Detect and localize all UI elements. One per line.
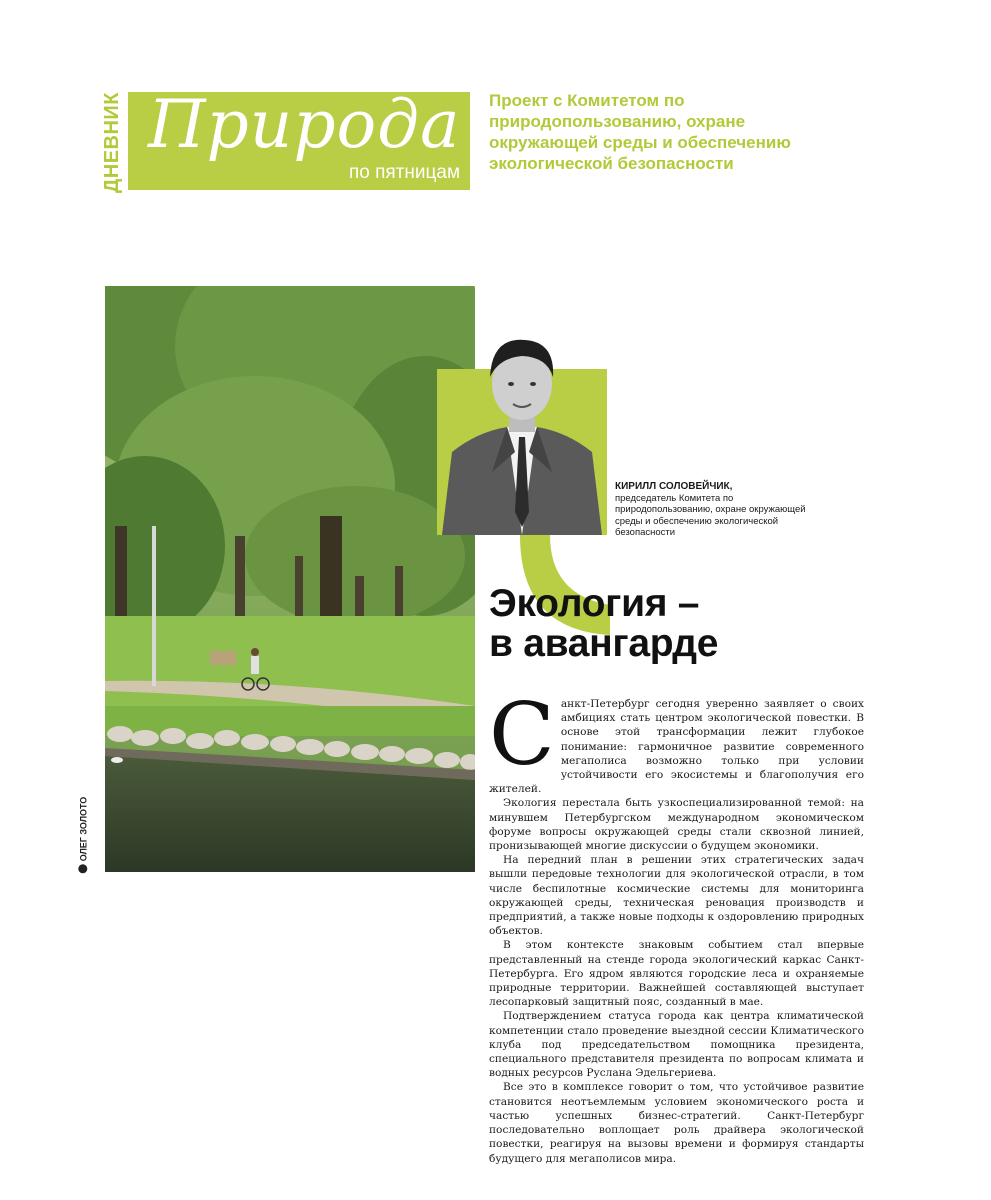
- rubric-logo: [128, 86, 470, 190]
- headline-line-1: Экология –: [489, 582, 700, 625]
- paragraph-3: На передний план в решении этих стратегических задач вышли передовые технологии для экологической отрасли, в том числе беспилотные космические системы для мониторинга окружающей среды, техническая реновация производств и предприятий, а также новые подходы к оздоровлению природных объектов.: [489, 854, 864, 938]
- park-illustration: [105, 286, 475, 872]
- person-name: КИРИЛЛ СОЛОВЕЙЧИК,: [615, 481, 733, 492]
- paragraph-6: Все это в комплексе говорит о том, что устойчивое развитие становится неотъемлемым условием экономического роста и частью успешных бизнес-стратегий. Санкт-Петербург последовательно воплощает роль драйвера экологической повестки, реагируя на вызовы времени и формируя стандарты будущего для мегаполисов мира.: [489, 1081, 864, 1165]
- camera-icon: [78, 864, 87, 873]
- paragraph-5: Подтверждением статуса города как центра климатической компетенции стало проведение выездной сессии Климатического клуба под председательством помощника президента, специального представителя президента по вопросам климата и водных ресурсов Руслана Эдельгериева.: [489, 1010, 864, 1080]
- headline-line-2: в авангарде: [489, 622, 719, 665]
- logo-script-title: Природа: [148, 86, 461, 163]
- drop-cap: С: [489, 685, 555, 785]
- section-kicker: [97, 92, 127, 192]
- paragraph-1: Санкт-Петербург сегодня уверенно заявляет о своих амбициях стать центром экологической повестки. В основе этой трансформации лежит глубокое понимание: гармоничное развитие современного мегаполиса возможно только при условии устойчивости его экосистемы и благополучия его жителей.: [489, 685, 864, 796]
- article-headline: [489, 584, 849, 664]
- portrait-photo: [437, 332, 607, 535]
- paragraph-4: В этом контексте знаковым событием стал впервые представленный на стенде города экологический каркас Санкт-Петербурга. Его ядром являются городские леса и охраняемые природные территории. Важнейшей составляющей выступает лесопарковый защитный пояс, созданный в мае.: [489, 939, 864, 1009]
- photo-credit-text: ОЛЕГ ЗОЛОТО: [78, 796, 88, 862]
- person-caption: [615, 481, 815, 539]
- article-body: [489, 685, 864, 1166]
- kicker-text: ДНЕВНИК: [100, 91, 123, 193]
- paragraph-2: Экология перестала быть узкоспециализированной темой: на минувшем Петербургском международном экономическом форуме вопросы окружающей среды стали сквозной линией, пронизывающей многие дискуссии о будущем экономики.: [489, 797, 864, 853]
- photo-credit: [72, 790, 94, 880]
- person-title: председатель Комитета по природопользованию, охране окружающей среды и обеспечению экологической безопасности: [615, 492, 806, 538]
- logo-subtitle: по пятницам: [348, 162, 460, 183]
- park-photo: [105, 286, 475, 872]
- project-description: Проект с Комитетом по природопользованию, охране окружающей среды и обеспечению экологической безопасности: [489, 91, 791, 173]
